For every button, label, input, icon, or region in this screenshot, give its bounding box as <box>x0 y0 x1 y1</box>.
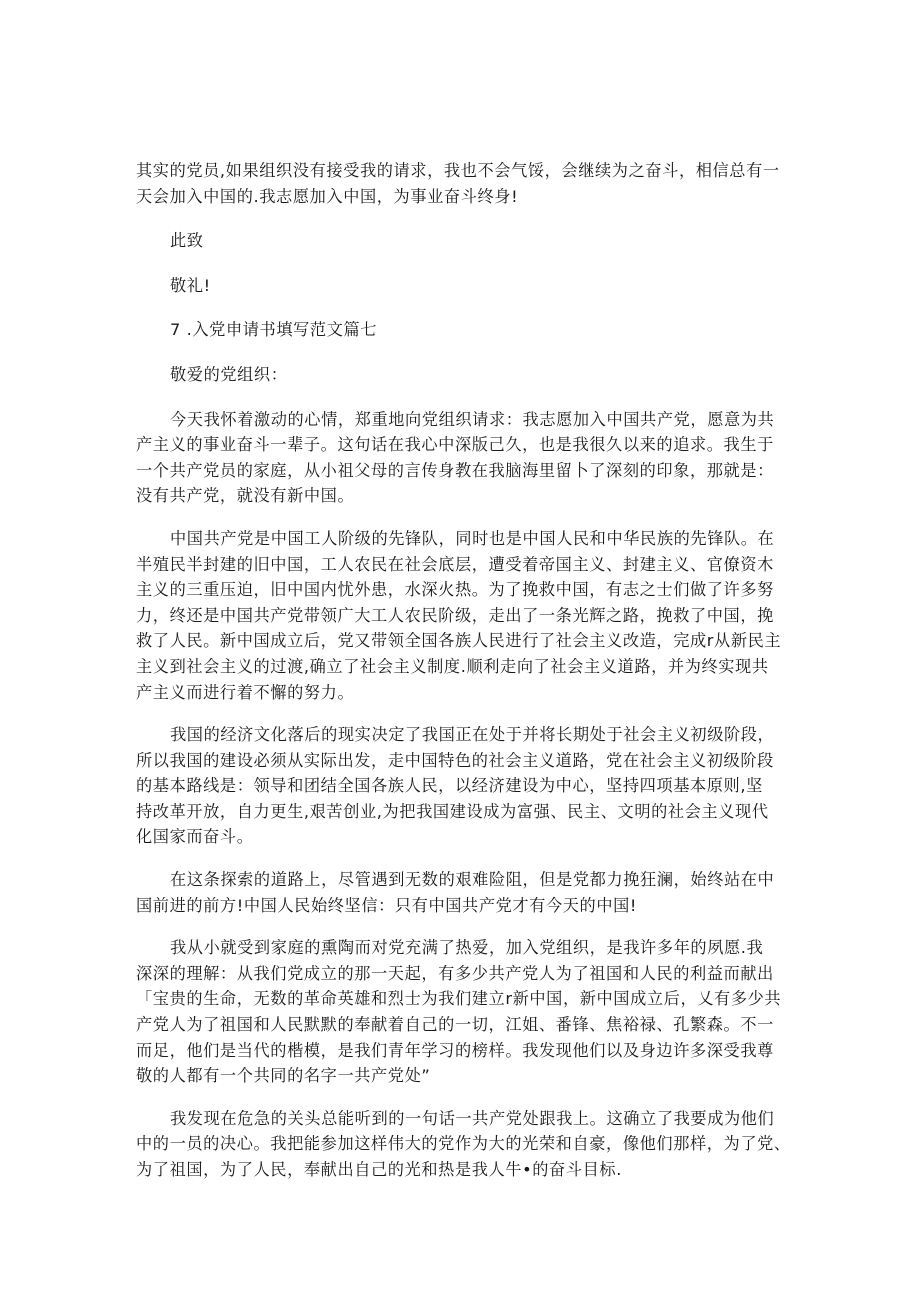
text-line: 「宝贵的生命，无数的革命英雄和烈士为我们建立r新中国，新中国成立后，乂有多少共 <box>136 989 782 1009</box>
body-paragraph-5 <box>136 935 788 1089</box>
text-line: 产党人为了祖国和人民默默的奉献着自己的一切，江姐、番锋、焦裕禄、孔繁森。不一 <box>136 1015 774 1035</box>
body-paragraph-6 <box>136 1106 791 1183</box>
text-line: 产主义的事业奋斗一辈子。这句话在我心中深版己久，也是我很久以来的追求。我生于 <box>136 435 774 455</box>
closing-salute-2: 敬礼! <box>170 275 211 295</box>
text-line: 的基本路线是：领导和团结全国各族人民，以经济建设为中心，坚持四项基本原则,坚 <box>136 776 763 796</box>
text-line: 我国的经济文化落后的现实决定了我国正在处于并将长期处于社会主义初级阶段， <box>170 725 775 745</box>
text-line: 在这条探索的道路上，尽管遇到无数的艰难险阻，但是党都力挽狂澜，始终站在中 <box>170 870 775 890</box>
document-page <box>136 158 791 1183</box>
text-line: 救了人民。新中国成立后，党又带领全国各族人民进行了社会主义改造，完成r从新民主 <box>136 631 782 651</box>
text-line: 天会加入中国的.我志愿加入中国，为事业奋斗终身! <box>136 186 519 206</box>
text-line: 而足，他们是当代的楷模，是我们青年学习的榜样。我发现他们以及身边许多深受我尊 <box>136 1040 774 1060</box>
text-line: 半殖民半封建的旧中国，工人农民在社会底层，遭受着帝国主义、封建主义、官僚资木 <box>136 554 774 574</box>
body-paragraph-3 <box>136 722 788 850</box>
text-line: 一个共产党员的家庭，从小祖父母的言传身教在我脑海里留卜了深刻的印象，那就是： <box>136 460 774 480</box>
closing-salute-1: 此致 <box>170 231 204 251</box>
body-paragraph-4 <box>136 867 788 918</box>
text-line: 力，终还是中国共产党带领广大工人农民阶级，走出了一条光辉之路，挽救了中国，挽 <box>136 605 774 625</box>
text-line: 我从小就受到家庭的熏陶而对党充满了热爱，加入党组织，是我许多年的夙愿.我 <box>170 938 764 958</box>
body-paragraph-1 <box>136 407 788 509</box>
text-line: 没有共产党，就没有新中国。 <box>136 486 355 506</box>
salutation: 敬爱的党组织： <box>170 364 288 384</box>
intro-paragraph <box>136 158 788 209</box>
section-title: 7 .入党申请书填写范文篇七 <box>170 320 378 340</box>
text-line: 持改革开放，自力更生,艰苦创业,为把我国建设成为富强、民主、文明的社会主义现代 <box>136 801 769 821</box>
text-line: 中国共产党是中国工人阶级的先锋队，同时也是中国人民和中华民族的先锋队。在 <box>170 528 775 548</box>
text-line: 产主义而进行着不懈的努力。 <box>136 682 355 702</box>
text-line: 所以我国的建设必须从实际出发，走中国特色的社会主义道路，党在社会主义初级阶段 <box>136 750 774 770</box>
text-line: 其实的党员,如果组织没有接受我的请求，我也不会气馁，会继续为之奋斗，相信总有一 <box>136 161 780 180</box>
body-paragraph-2 <box>136 526 788 705</box>
text-line: 深深的理解：从我们党成立的那一天起，有多少共产党人为了祖国和人民的利益而献出 <box>136 963 774 983</box>
text-line: 主义的三重压迫，旧中国内忧外患，水深火热。为了挽救中国，有志之士们做了许多努 <box>136 580 774 600</box>
text-line: 国前进的前方!中国人民始终坚信：只有中国共产党才有今天的中国! <box>136 895 638 915</box>
text-line: 主义到社会主义的过渡,确立了社会主义制度.顺利走向了社会主义道路，并为终实现共 <box>136 656 769 676</box>
text-line: 我发现在危急的关头总能听到的一句话一共产党处跟我上。这确立了我要成为他们 <box>170 1108 775 1128</box>
text-line: 化国家而奋斗。 <box>136 827 254 847</box>
text-line: 中的一员的决心。我把能参加这样伟大的党作为大的光荣和自豪，像他们那样，为了党、 <box>136 1134 791 1154</box>
text-line: 为了祖国，为了人民，奉献出自己的光和热是我人牛•的奋斗目标. <box>136 1160 622 1179</box>
text-line: 敬的人都有一个共同的名字一共产党处” <box>136 1066 431 1086</box>
text-line: 今天我怀着激动的心情，郑重地向党组织请求：我志愿加入中国共产党，愿意为共 <box>170 409 775 429</box>
